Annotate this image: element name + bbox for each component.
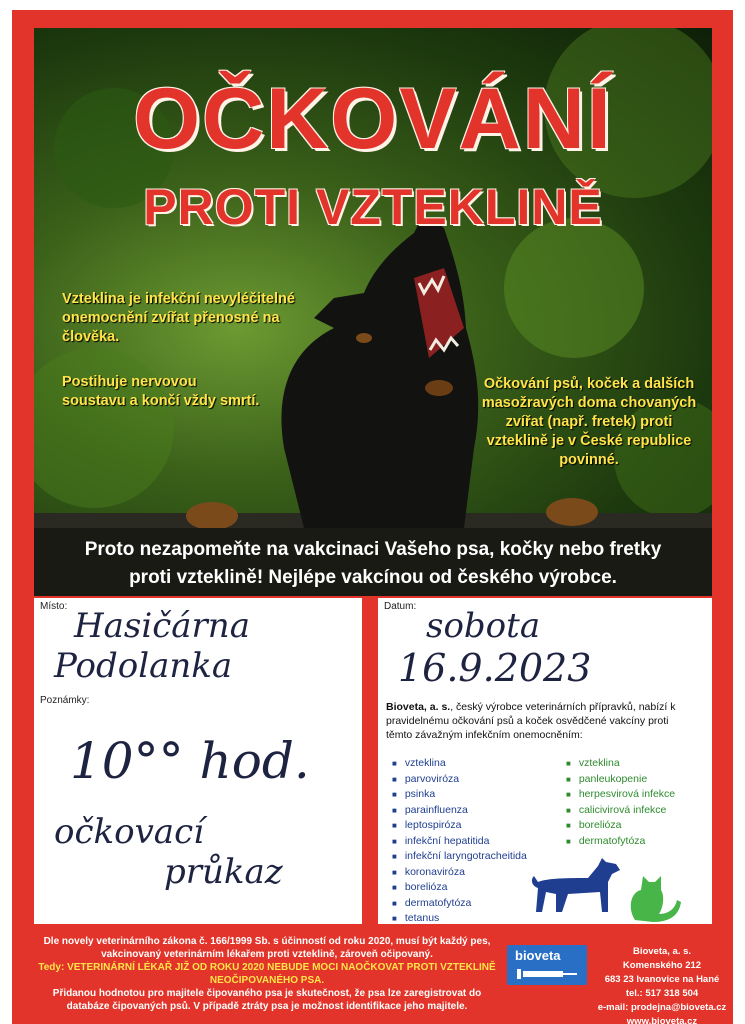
info-paragraph-2: Postihuje nervovou soustavu a končí vždy smrtí.: [62, 374, 260, 409]
dog-disease-item: ■ parvoviróza: [392, 772, 527, 788]
notes-line-3: průkaz: [164, 852, 283, 892]
bioveta-brand: Bioveta, a. s.: [386, 701, 451, 713]
place-line-2: Podolanka: [54, 646, 233, 686]
dog-disease-item: ■ borelióza: [392, 880, 527, 896]
dog-disease-item: ■ koronaviróza: [392, 865, 527, 881]
info-paragraph-1: Vzteklina je infekční nevyléčitelné onemocnění zvířat přenosné na člověka.: [62, 291, 295, 345]
banner-line-2: proti vzteklině! Nejlépe vakcínou od českého výrobce.: [129, 567, 617, 588]
footer-law: Dle novely veterinárního zákona č. 166/1999 Sb. s účinností od roku 2020, musí být každý pes, vakcinovaný veterinárním lékařem proti vzteklině, zároveň očipovaný.: [43, 936, 491, 960]
cat-disease-item: ■ vzteklina: [566, 756, 675, 772]
dog-disease-item: ■ dermatofytóza: [392, 896, 527, 912]
dog-photo: [34, 28, 712, 528]
cat-disease-item: ■ panleukopenie: [566, 772, 675, 788]
company-web[interactable]: www.bioveta.cz: [626, 1016, 698, 1024]
banner-line-1: Proto nezapomeňte na vakcinaci Vašeho psa, kočky nebo fretky: [84, 539, 662, 560]
info-paragraph-3: Očkování psů, koček a dalších masožravých doma chovaných zvířat (např. fretek) proti vzteklině je v České republice povinné.: [481, 376, 697, 468]
date-line-1: sobota: [426, 606, 541, 646]
bioveta-logo: [507, 945, 587, 985]
company-contact: [587, 945, 733, 1024]
company-street: Komenského 212: [622, 960, 702, 971]
bioveta-box: [378, 692, 712, 924]
dog-disease-item: ■ vzteklina: [392, 756, 527, 772]
dog-disease-list: [392, 756, 527, 927]
place-line-1: Hasičárna: [74, 606, 250, 646]
cat-disease-item: ■ calicivirová infekce: [566, 803, 675, 819]
bioveta-logo-text: bioveta: [515, 948, 561, 963]
syringe-icon: [517, 967, 579, 981]
place-box: [34, 598, 362, 694]
cat-disease-item: ■ borelióza: [566, 818, 675, 834]
company-email[interactable]: e-mail: prodejna@bioveta.cz: [597, 1002, 727, 1013]
footer-warning: Tedy: VETERINÁRNÍ LÉKAŘ JIŽ OD ROKU 2020 NEBUDE MOCI NAOČKOVAT PROTI VZTEKLINĚ NEOČIPOVANÉHO PSA.: [38, 962, 496, 986]
title-line-2: PROTI VZTEKLINĚ: [143, 179, 603, 235]
bioveta-intro: [386, 700, 686, 742]
dog-silhouette-icon: [528, 852, 628, 922]
date-box: [378, 598, 712, 694]
dog-disease-item: ■ psinka: [392, 787, 527, 803]
cat-disease-list: [566, 756, 675, 849]
poster: [12, 10, 733, 1024]
dog-disease-item: ■ leptospiróza: [392, 818, 527, 834]
footer-legal: [32, 935, 502, 1013]
cat-disease-item: ■ dermatofytóza: [566, 834, 675, 850]
company-city: 683 23 Ivanovice na Hané: [604, 974, 720, 985]
dog-disease-item: ■ infekční hepatitida: [392, 834, 527, 850]
footer-value: Přidanou hodnotou pro majitele čipovaného psa je skutečnost, že psa lze zaregistrovat do databáze čipovaných psů. V případě ztráty psa je možnost identifikace jeho majitele.: [52, 988, 482, 1012]
place-label: Místo:: [40, 601, 68, 612]
company-name: Bioveta, a. s.: [632, 946, 692, 957]
company-tel: tel.: 517 318 504: [625, 988, 699, 999]
notes-line-1: 10°° hod.: [70, 732, 310, 790]
bioveta-intro-text: , český výrobce veterinárních přípravků, nabízí k pravidelnému očkování psů a koček osvědčené vakcíny proti těmto závažným infekčním onemocněním:: [386, 701, 676, 741]
dog-disease-item: ■ tetanus: [392, 911, 527, 927]
notes-line-2: očkovací: [54, 812, 204, 852]
reminder-banner: [34, 528, 712, 596]
notes-label: Poznámky:: [40, 695, 90, 706]
cat-silhouette-icon: [623, 864, 683, 924]
date-line-2: 16.9.2023: [398, 646, 592, 690]
notes-box: [34, 692, 362, 924]
title-line-1: OČKOVÁNÍ: [133, 71, 613, 167]
dog-disease-item: ■ parainfluenza: [392, 803, 527, 819]
dog-disease-item: ■ infekční laryngotracheitida: [392, 849, 527, 865]
date-label: Datum:: [384, 601, 417, 612]
cat-disease-item: ■ herpesvirová infekce: [566, 787, 675, 803]
